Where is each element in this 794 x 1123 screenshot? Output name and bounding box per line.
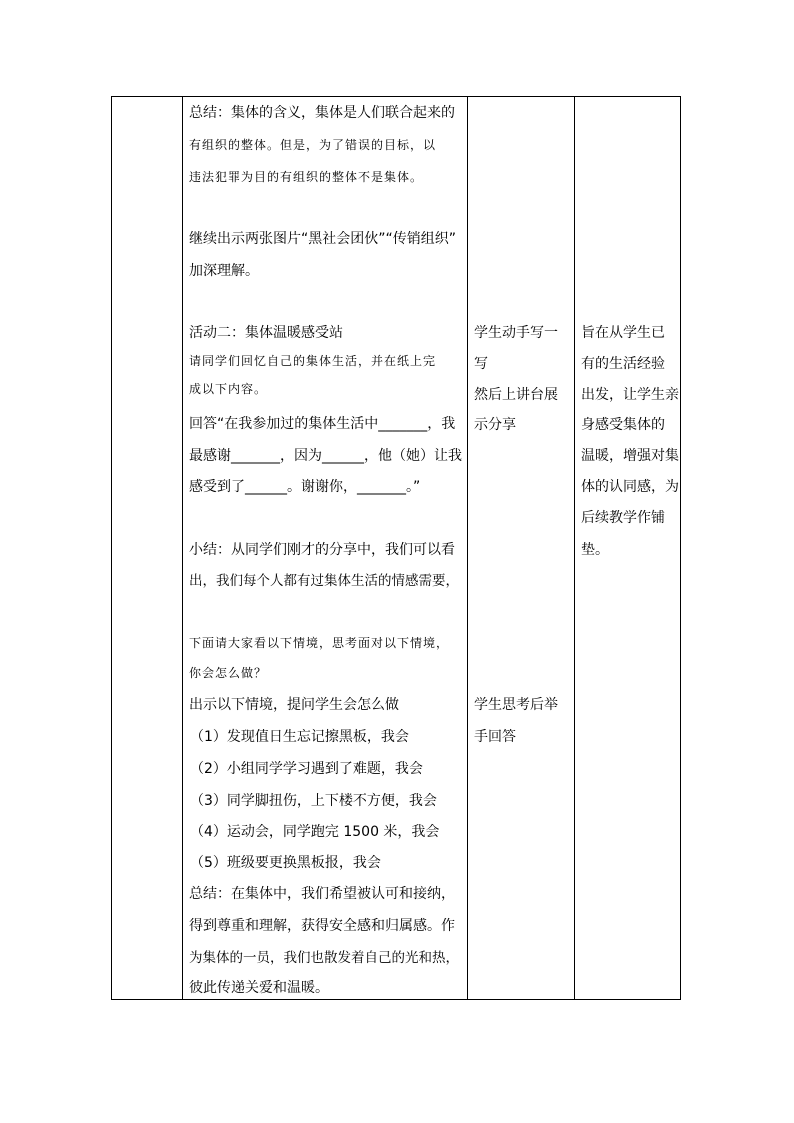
- text-line: 手回答: [474, 729, 516, 745]
- design-intent-column: [581, 97, 681, 999]
- lesson-plan-table: [111, 96, 681, 1000]
- text-line: 总结：在集体中，我们希望被认可和接纳，: [189, 886, 455, 902]
- list-item: （4）运动会，同学跑完 1500 米，我会: [190, 824, 440, 840]
- text-line: 下面请大家看以下情境，思考面对以下情境，: [189, 636, 450, 650]
- list-item: （1）发现值日生忘记擦黑板，我会: [190, 729, 409, 745]
- text-line: 温暖，增强对集: [581, 448, 679, 464]
- text-line: 体的认同感，为: [581, 479, 679, 495]
- text-line: 彼此传递关爱和温暖。: [189, 980, 329, 996]
- text-line: 有组织的整体。但是，为了错误的目标，以: [189, 138, 437, 152]
- text-line: 回答“在我参加过的集体生活中_______，我: [189, 416, 456, 432]
- text-line: 有的生活经验: [581, 356, 665, 372]
- text-line: 出发，让学生亲: [581, 387, 679, 403]
- text-line: 请同学们回忆自己的集体生活，并在纸上完: [189, 354, 437, 368]
- text-line: 示分享: [474, 417, 516, 433]
- column-divider: [574, 97, 575, 999]
- column-empty: [112, 97, 182, 999]
- scenario-prompt: 出示以下情境，提问学生会怎么做: [189, 697, 399, 713]
- text-line: 后续教学作铺: [581, 510, 665, 526]
- text-line: 成以下内容。: [189, 382, 268, 396]
- list-item: （3）同学脚扭伤，上下楼不方便，我会: [190, 793, 437, 809]
- teaching-process-column: [189, 97, 467, 999]
- text-line: 继续出示两张图片“黑社会团伙”“传销组织”: [189, 231, 457, 247]
- text-line: 垫。: [581, 542, 609, 558]
- text-line: 你会怎么做？: [189, 666, 268, 680]
- text-line: 加深理解。: [189, 263, 259, 279]
- text-line: 最感谢_______，因为______，他（她）让我: [189, 448, 462, 464]
- list-item: （5）班级要更换黑板报，我会: [190, 855, 381, 871]
- text-line: 小结：从同学们刚才的分享中，我们可以看: [189, 542, 455, 558]
- text-line: 然后上讲台展: [474, 387, 558, 403]
- student-activity-column: [474, 97, 574, 999]
- text-line: 出，我们每个人都有过集体生活的情感需要，: [189, 573, 459, 589]
- text-line: 学生思考后举: [474, 697, 558, 713]
- column-divider: [182, 97, 183, 999]
- text-line: 总结：集体的含义，集体是人们联合起来的: [189, 105, 455, 121]
- text-line: 感受到了______。谢谢你，_______。”: [189, 479, 421, 495]
- text-line: 违法犯罪为目的有组织的整体不是集体。: [189, 170, 424, 184]
- activity-title: 活动二：集体温暖感受站: [189, 325, 343, 341]
- text-line: 身感受集体的: [581, 417, 665, 433]
- text-line: 为集体的一员，我们也散发着自己的光和热，: [189, 950, 459, 966]
- text-line: 旨在从学生已: [581, 325, 665, 341]
- list-item: （2）小组同学学习遇到了难题，我会: [190, 761, 423, 777]
- text-line: 写: [474, 356, 488, 372]
- column-divider: [467, 97, 468, 999]
- text-line: 学生动手写一: [474, 325, 558, 341]
- text-line: 得到尊重和理解，获得安全感和归属感。作: [189, 918, 455, 934]
